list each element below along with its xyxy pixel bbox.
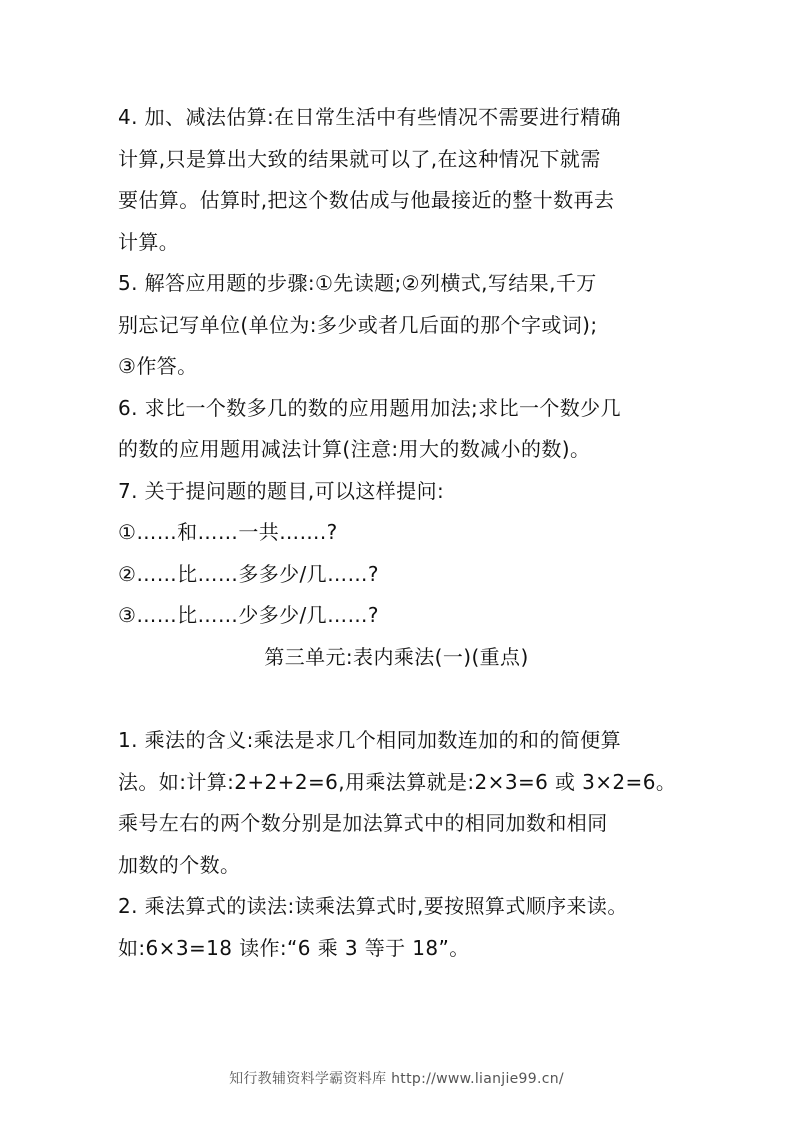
- text-line: 如:6×3=18 读作:“6 乘 3 等于 18”。: [118, 935, 470, 960]
- item-2-multiplication-reading: [118, 886, 678, 969]
- text-line: 2. 乘法算式的读法:读乘法算式时,要按照算式顺序来读。: [118, 894, 628, 918]
- item-4-addition-subtraction-estimation: [118, 97, 678, 263]
- text-line: 5. 解答应用题的步骤:①先读题;②列横式,写结果,千万: [118, 271, 597, 295]
- footer-watermark: 知行教辅资料学霸资料库 http://www.lianjie99.cn/: [229, 1071, 564, 1087]
- text-line: 6. 求比一个数多几的数的应用题用加法;求比一个数少几: [118, 395, 621, 420]
- text-line: ②……比……多多少/几……?: [118, 561, 379, 586]
- text-line: 乘号左右的两个数分别是加法算式中的相同加数和相同: [118, 811, 608, 835]
- document-body: [118, 97, 678, 969]
- text-line: 4. 加、减法估算:在日常生活中有些情况不需要进行精确: [118, 105, 621, 129]
- item-6-more-less-problems: [118, 388, 678, 471]
- text-line: 加数的个数。: [118, 852, 241, 877]
- text-line: 要估算。估算时,把这个数估成与他最接近的整十数再去: [118, 188, 615, 212]
- text-line: ③作答。: [118, 354, 198, 378]
- text-line: 别忘记写单位(单位为:多少或者几后面的那个字或词);: [118, 312, 598, 337]
- text-line: 7. 关于提问题的题目,可以这样提问:: [118, 478, 445, 503]
- item-7-asking-questions: [118, 471, 678, 637]
- text-line: ①……和……一共…….?: [118, 520, 338, 544]
- text-line: 法。如:计算:2+2+2=6,用乘法算就是:2×3=6 或 3×2=6。: [118, 769, 677, 794]
- text-line: 计算,只是算出大致的结果就可以了,在这种情况下就需: [118, 146, 601, 171]
- text-line: ③……比……少多少/几……?: [118, 603, 379, 627]
- item-5-word-problem-steps: [118, 263, 678, 388]
- text-line: 1. 乘法的含义:乘法是求几个相同加数连加的和的简便算: [118, 728, 621, 752]
- text-line: 计算。: [118, 229, 180, 254]
- text-line: 的数的应用题用减法计算(注意:用大的数减小的数)。: [118, 437, 591, 461]
- item-1-multiplication-meaning: [118, 720, 678, 886]
- section-spacer: [118, 678, 678, 720]
- unit-three-heading: 第三单元:表内乘法(一)(重点): [264, 644, 529, 669]
